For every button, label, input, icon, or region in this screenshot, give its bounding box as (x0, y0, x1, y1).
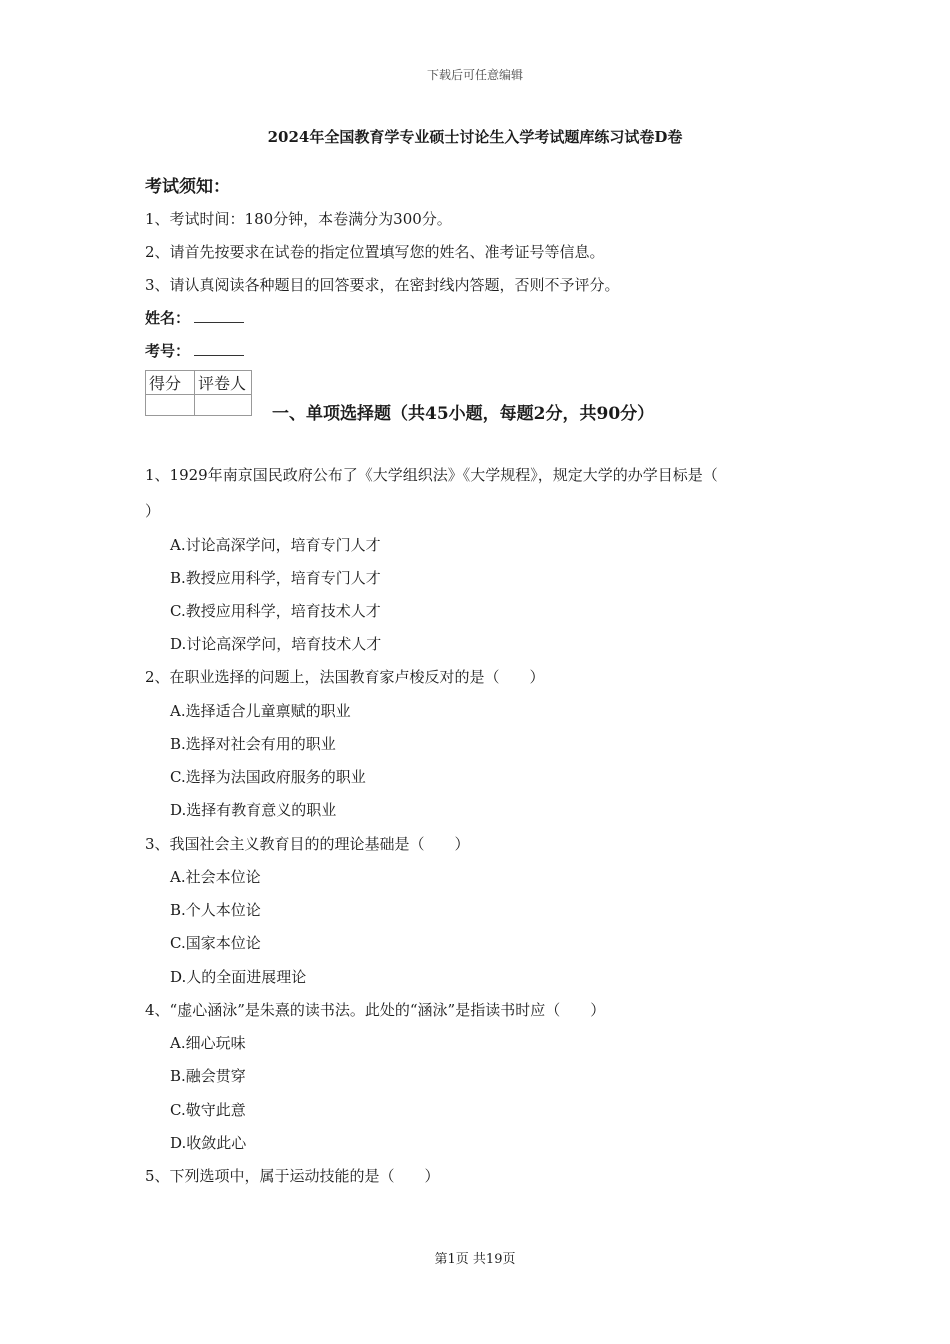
id-label: 考号： (145, 342, 191, 360)
question-stem: 5、下列选项中，属于运动技能的是（ ） (145, 1167, 440, 1185)
exam-title: 2024年全国教育学专业硕士讨论生入学考试题库练习试卷D卷 (267, 128, 683, 146)
option-b: B.教授应用科学，培育专门人才 (170, 569, 381, 587)
option-b: B.个人本位论 (170, 901, 261, 919)
score-cell[interactable] (146, 395, 195, 416)
option-d: D.选择有教育意义的职业 (170, 801, 337, 819)
notice-item: 1、考试时间：180分钟，本卷满分为300分。 (145, 210, 452, 228)
option-c: C.选择为法国政府服务的职业 (170, 768, 366, 786)
option-a: A.选择适合儿童禀赋的职业 (170, 702, 351, 720)
page-header: 下载后可任意编辑 (426, 68, 523, 82)
option-a: A.讨论高深学问，培育专门人才 (170, 536, 381, 554)
score-table (145, 370, 252, 416)
notice-heading: 考试须知： (145, 177, 230, 197)
option-d: D.人的全面进展理论 (170, 968, 307, 986)
name-blank[interactable] (194, 308, 244, 323)
option-b: B.融会贯穿 (170, 1067, 246, 1085)
grader-cell[interactable] (195, 395, 252, 416)
question-stem: 4、“虚心涵泳”是朱熹的读书法。此处的“涵泳”是指读书时应（ ） (145, 1001, 606, 1019)
page-footer: 第1页 共19页 (434, 1252, 516, 1267)
notice-item: 3、请认真阅读各种题目的回答要求，在密封线内答题，否则不予评分。 (145, 276, 620, 294)
id-blank[interactable] (194, 341, 244, 356)
question-stem: 1、1929年南京国民政府公布了《大学组织法》《大学规程》，规定大学的办学目标是（ (145, 466, 718, 484)
option-b: B.选择对社会有用的职业 (170, 735, 336, 753)
option-a: A.细心玩味 (170, 1034, 246, 1052)
option-d: D.讨论高深学问，培育技术人才 (170, 635, 382, 653)
name-field (145, 307, 244, 328)
question-stem: 2、在职业选择的问题上，法国教育家卢梭反对的是（ ） (145, 668, 545, 686)
option-c: C.敬守此意 (170, 1101, 246, 1119)
score-header: 得分 (146, 371, 195, 395)
id-field (145, 340, 244, 361)
option-c: C.教授应用科学，培育技术人才 (170, 602, 381, 620)
option-a: A.社会本位论 (170, 868, 261, 886)
grader-header: 评卷人 (195, 371, 252, 395)
option-c: C.国家本位论 (170, 934, 261, 952)
name-label: 姓名： (145, 309, 191, 327)
question-stem: 3、我国社会主义教育目的的理论基础是（ ） (145, 835, 470, 853)
question-stem-cont: ） (145, 502, 161, 520)
section-title: 一、单项选择题（共45小题，每题2分，共90分） (272, 404, 655, 424)
option-d: D.收敛此心 (170, 1134, 247, 1152)
notice-item: 2、请首先按要求在试卷的指定位置填写您的姓名、准考证号等信息。 (145, 243, 605, 261)
